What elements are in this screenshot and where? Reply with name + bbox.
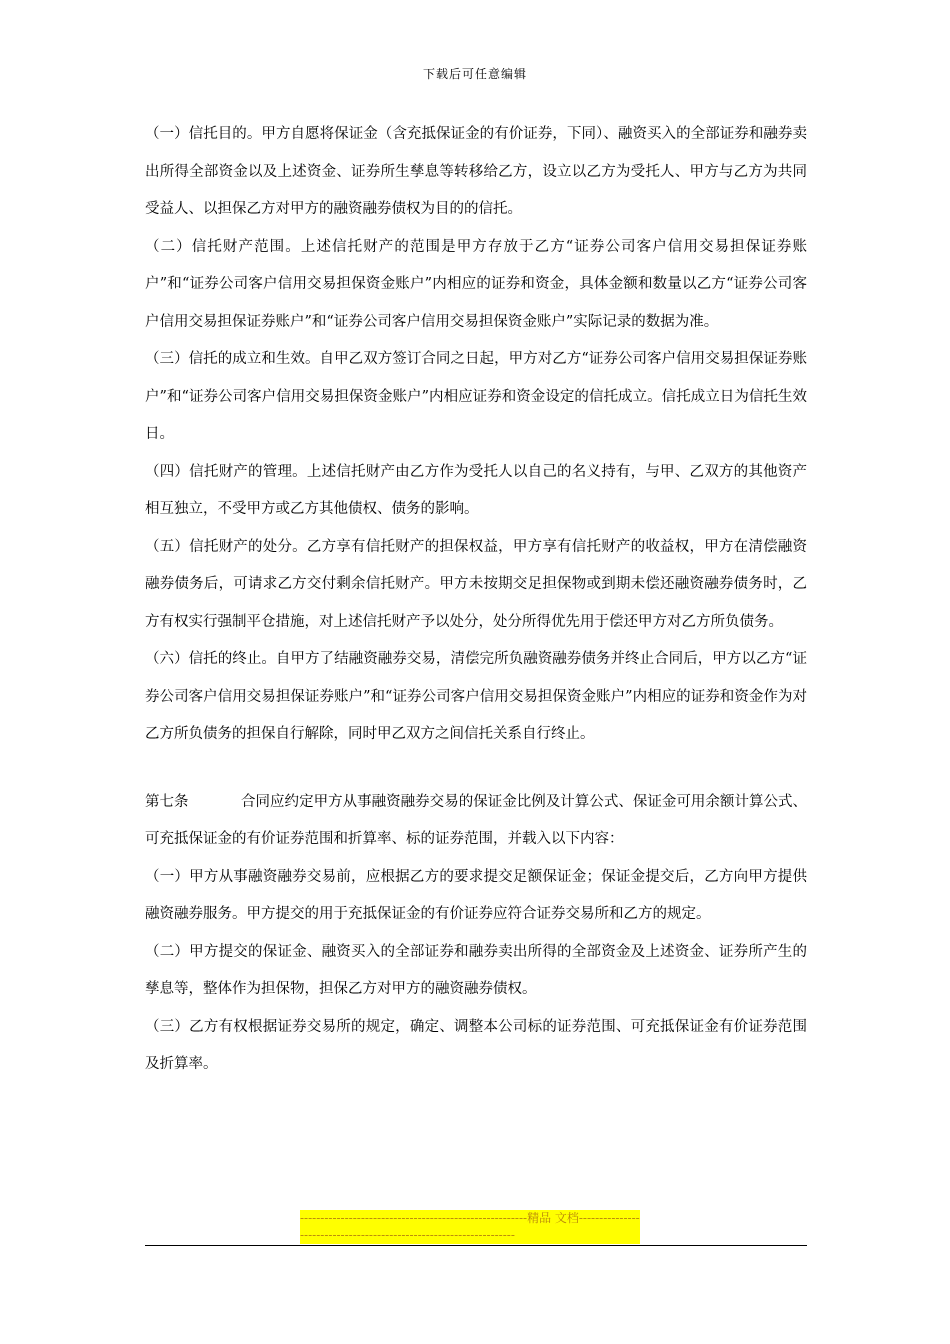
- trust-clause-3: （三）信托的成立和生效。自甲乙双方签订合同之日起，甲方对乙方“证券公司客户信用交易担保证券账户”和“证券公司客户信用交易担保资金账户”内相应证券和资金设定的信托成立。信托成立日为信托生效日。: [145, 351, 807, 442]
- article-7-number: 第七条: [145, 793, 189, 810]
- article-7-item-1: （一）甲方从事融资融券交易前，应根据乙方的要求提交足额保证金；保证金提交后，乙方向甲方提供融资融券服务。甲方提交的用于充抵保证金的有价证券应符合证券交易所和乙方的规定。: [145, 868, 807, 922]
- trust-clause-2: （二）信托财产范围。上述信托财产的范围是甲方存放于乙方“证券公司客户信用交易担保证券账户”和“证券公司客户信用交易担保资金账户”内相应的证券和资金，具体金额和数量以乙方“证券公司客户信用交易担保证券账户”和“证券公司客户信用交易担保资金账户”实际记录的数据为准。: [145, 238, 807, 330]
- footer-watermark-band: [300, 1210, 640, 1244]
- footer-rule: [145, 1245, 807, 1246]
- footer-watermark-text: --------------------------------------------------------精品 文档--------------------------------------------------------------------: [300, 1211, 640, 1242]
- page-header: 下载后可任意编辑: [422, 67, 527, 81]
- article-7-text: 合同应约定甲方从事融资融券交易的保证金比例及计算公式、保证金可用余额计算公式、可充抵保证金的有价证券范围和折算率、标的证券范围，并载入以下内容：: [145, 793, 807, 847]
- trust-clause-6: （六）信托的终止。自甲方了结融资融券交易，清偿完所负融资融券债务并终止合同后，甲方以乙方“证券公司客户信用交易担保证券账户”和“证券公司客户信用交易担保资金账户”内相应的证券和资金作为对乙方所负债务的担保自行解除，同时甲乙双方之间信托关系自行终止。: [145, 651, 807, 742]
- article-7: [145, 784, 807, 859]
- document-body: [145, 116, 807, 1084]
- article-7-item-3: （三）乙方有权根据证券交易所的规定，确定、调整本公司标的证券范围、可充抵保证金有价证券范围及折算率。: [145, 1018, 807, 1072]
- trust-clause-4: （四）信托财产的管理。上述信托财产由乙方作为受托人以自己的名义持有，与甲、乙双方的其他资产相互独立，不受甲方或乙方其他债权、债务的影响。: [145, 463, 807, 517]
- article-7-item-2: （二）甲方提交的保证金、融资买入的全部证券和融券卖出所得的全部资金及上述资金、证券所产生的孳息等，整体作为担保物，担保乙方对甲方的融资融券债权。: [145, 943, 807, 997]
- trust-clause-1: （一）信托目的。甲方自愿将保证金（含充抵保证金的有价证券，下同）、融资买入的全部证券和融券卖出所得全部资金以及上述资金、证券所生孳息等转移给乙方，设立以乙方为受托人、甲方与乙方为共同受益人、以担保乙方对甲方的融资融券债权为目的的信托。: [145, 126, 807, 217]
- trust-clause-5: （五）信托财产的处分。乙方享有信托财产的担保权益，甲方享有信托财产的收益权，甲方在清偿融资融券债务后，可请求乙方交付剩余信托财产。甲方未按期交足担保物或到期未偿还融资融券债务时，乙方有权实行强制平仓措施，对上述信托财产予以处分，处分所得优先用于偿还甲方对乙方所负债务。: [145, 538, 807, 630]
